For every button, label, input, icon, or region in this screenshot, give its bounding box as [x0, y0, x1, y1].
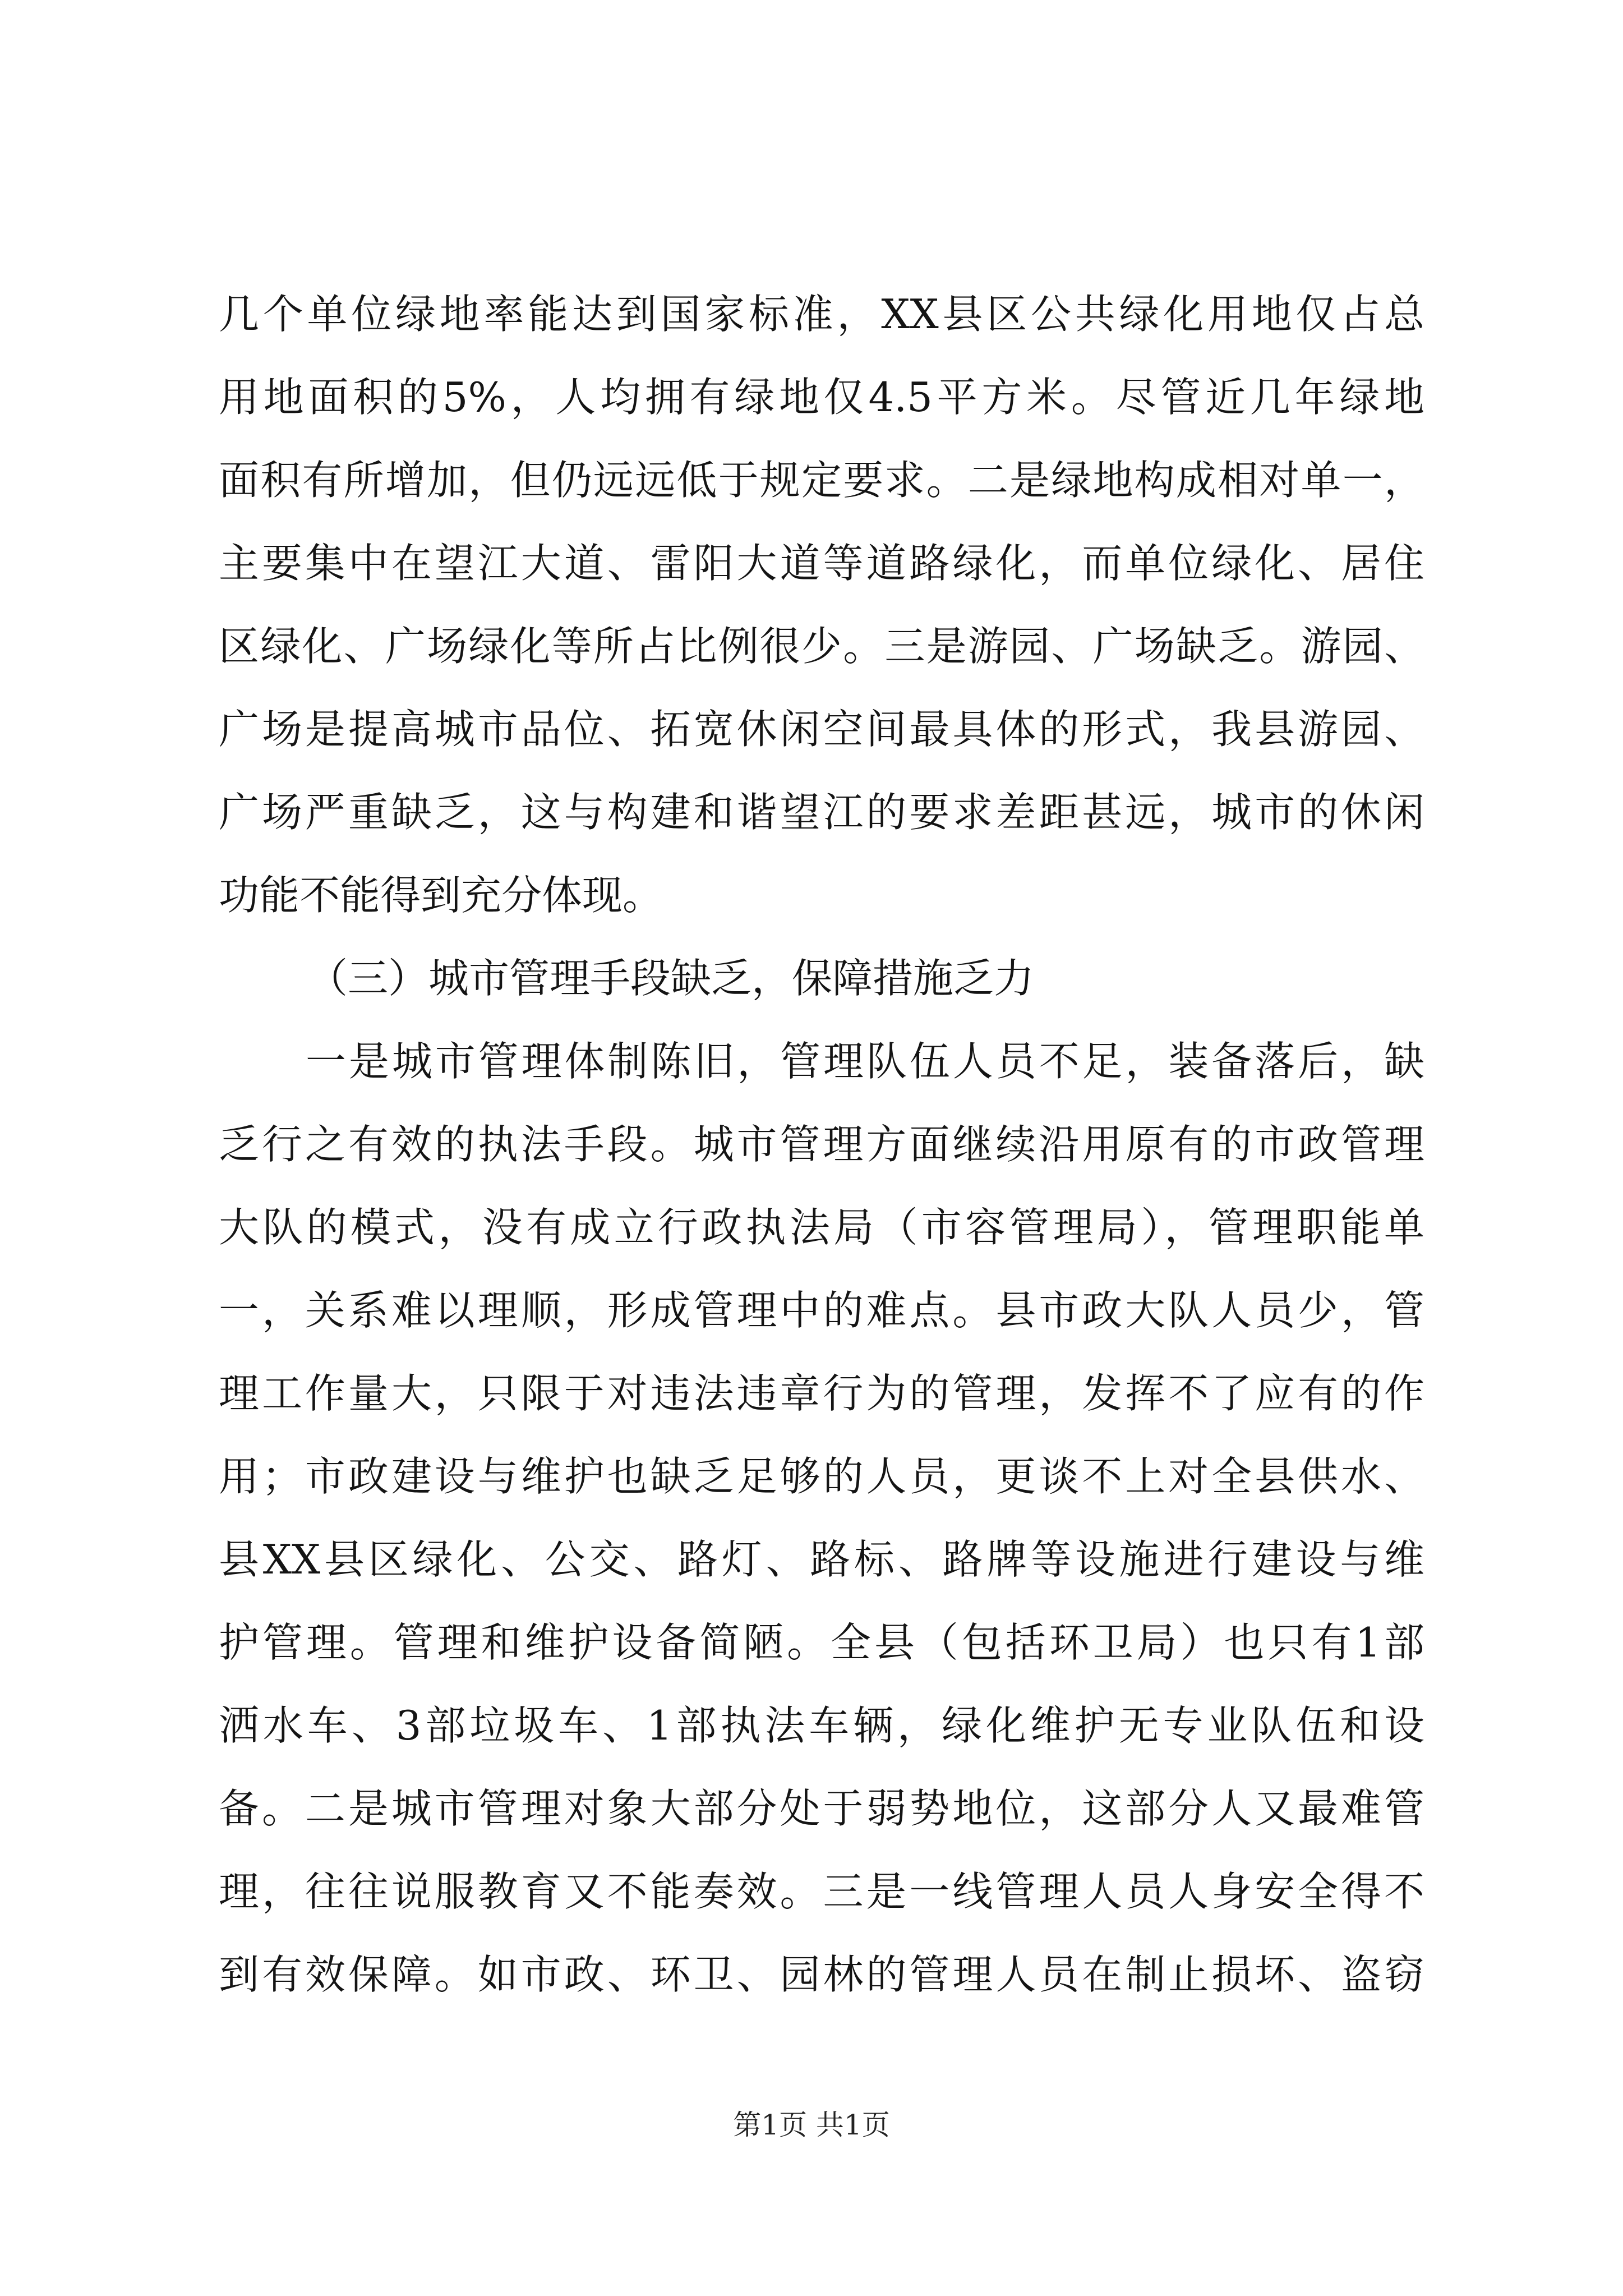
- page-number-label: 第1页 共1页: [733, 2109, 890, 2141]
- text-line: 理，往往说服教育又不能奏效。三是一线管理人员人身安全得不: [219, 1868, 1424, 1915]
- text-line: 广场严重缺乏，这与构建和谐望江的要求差距甚远，城市的休闲: [219, 789, 1424, 836]
- text-line: 功能不能得到充分体现。: [219, 872, 663, 919]
- paragraph-green-space: [219, 273, 1424, 937]
- paragraph-city-management: [219, 1020, 1424, 2016]
- text-line: 县XX县区绿化、公交、路灯、路标、路牌等设施进行建设与维: [219, 1536, 1424, 1583]
- text-line: 乏行之有效的执法手段。城市管理方面继续沿用原有的市政管理: [219, 1121, 1424, 1168]
- text-line: 用地面积的5%，人均拥有绿地仅4.5平方米。尽管近几年绿地: [219, 374, 1424, 421]
- text-line: 到有效保障。如市政、环卫、园林的管理人员在制止损坏、盗窃: [219, 1951, 1424, 1998]
- text-line: 一是城市管理体制陈旧，管理队伍人员不足，装备落后，缺: [306, 1038, 1424, 1085]
- text-line: 备。二是城市管理对象大部分处于弱势地位，这部分人又最难管: [219, 1785, 1424, 1832]
- document-body: [219, 273, 1424, 2016]
- text-line: 几个单位绿地率能达到国家标准，XX县区公共绿化用地仅占总: [219, 291, 1424, 338]
- text-line: 用；市政建设与维护也缺乏足够的人员，更谈不上对全县供水、: [219, 1453, 1424, 1500]
- page-footer: [0, 2108, 1623, 2142]
- text-line: 护管理。管理和维护设备简陋。全县（包括环卫局）也只有1部: [219, 1619, 1424, 1666]
- text-line: 广场是提高城市品位、拓宽休闲空间最具体的形式，我县游园、: [219, 706, 1424, 753]
- text-line: 主要集中在望江大道、雷阳大道等道路绿化，而单位绿化、居住: [219, 540, 1424, 587]
- text-line: 理工作量大，只限于对违法违章行为的管理，发挥不了应有的作: [219, 1370, 1424, 1417]
- text-line: 洒水车、3部垃圾车、1部执法车辆，绿化维护无专业队伍和设: [219, 1702, 1424, 1749]
- text-line: 面积有所增加，但仍远远低于规定要求。二是绿地构成相对单一，: [219, 457, 1424, 504]
- text-line: 一，关系难以理顺，形成管理中的难点。县市政大队人员少，管: [219, 1287, 1424, 1334]
- section-heading: （三）城市管理手段缺乏，保障措施乏力: [307, 955, 1035, 1002]
- text-line: 大队的模式，没有成立行政执法局（市容管理局），管理职能单: [219, 1204, 1424, 1251]
- text-line: 区绿化、广场绿化等所占比例很少。三是游园、广场缺乏。游园、: [219, 623, 1424, 670]
